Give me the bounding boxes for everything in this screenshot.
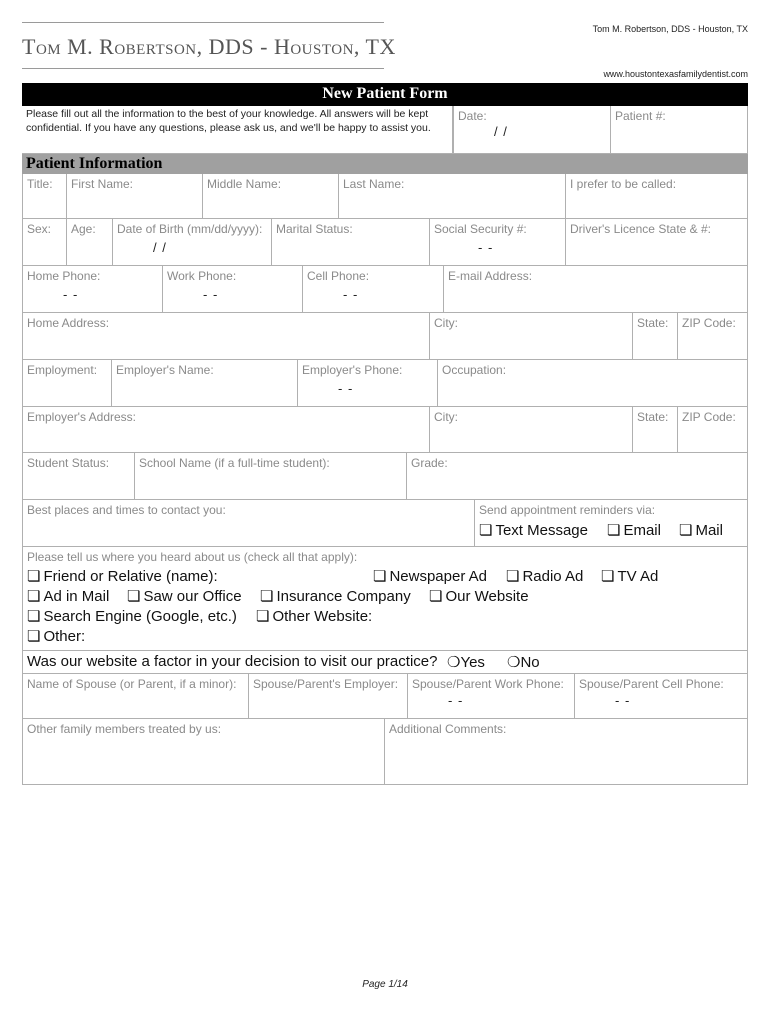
zip-label: ZIP Code: — [682, 316, 736, 330]
reminder-mail-label: Mail — [695, 522, 723, 539]
employer-phone-field[interactable] — [298, 360, 438, 407]
heard-other-option[interactable] — [27, 627, 85, 645]
student-status-field[interactable] — [22, 453, 135, 500]
employer-address-field[interactable] — [22, 407, 430, 453]
occupation-field[interactable] — [438, 360, 748, 407]
heard-website-option[interactable] — [429, 587, 529, 605]
ssn-mask: - - — [478, 240, 494, 255]
middle-name-label: Middle Name: — [207, 177, 282, 191]
preferred-name-label: I prefer to be called: — [570, 177, 677, 191]
dob-field[interactable] — [113, 219, 272, 266]
spouse-cell-phone-field[interactable] — [575, 674, 748, 719]
license-label: Driver's Licence State & #: — [570, 222, 712, 236]
title-field[interactable] — [22, 174, 67, 219]
reminders-field — [475, 500, 748, 547]
heard-website-label: Our Website — [445, 588, 529, 605]
checkbox-icon[interactable]: ❏ — [27, 628, 41, 645]
ssn-label: Social Security #: — [434, 222, 527, 236]
header-rule-bottom — [22, 68, 384, 69]
heard-tv-option[interactable] — [601, 567, 658, 585]
ssn-field[interactable] — [430, 219, 566, 266]
section-bar — [22, 154, 748, 174]
first-name-field[interactable] — [67, 174, 203, 219]
city-label: City: — [434, 316, 458, 330]
website-yes-label: Yes — [460, 654, 485, 671]
spouse-work-phone-field[interactable] — [408, 674, 575, 719]
website-question: Was our website a factor in your decision to visit our practice? — [27, 653, 438, 670]
heard-other-website-option[interactable] — [256, 607, 372, 625]
checkbox-icon[interactable]: ❏ — [260, 588, 274, 605]
state-field[interactable] — [633, 313, 678, 360]
heard-office-label: Saw our Office — [143, 588, 242, 605]
spouse-cell-phone-label: Spouse/Parent Cell Phone: — [579, 677, 724, 691]
heard-mail-option[interactable] — [27, 587, 109, 605]
spouse-name-field[interactable] — [22, 674, 249, 719]
section-title: Patient Information — [26, 155, 163, 172]
patient-number-label: Patient #: — [615, 109, 666, 123]
practice-name: Tom M. Robertson, DDS - Houston, TX — [22, 34, 396, 59]
heard-other-label: Other: — [43, 628, 86, 645]
work-phone-mask: - - — [203, 287, 219, 302]
marital-status-label: Marital Status: — [276, 222, 353, 236]
employer-zip-field[interactable] — [678, 407, 748, 453]
family-members-field[interactable] — [22, 719, 385, 785]
reminder-email-label: Email — [623, 522, 661, 539]
employer-zip-label: ZIP Code: — [682, 410, 736, 424]
spouse-work-phone-label: Spouse/Parent Work Phone: — [412, 677, 564, 691]
email-field[interactable] — [444, 266, 748, 313]
dob-mask: / / — [153, 240, 167, 255]
checkbox-icon[interactable]: ❏ — [479, 522, 493, 539]
occupation-label: Occupation: — [442, 363, 507, 377]
sex-field[interactable] — [22, 219, 67, 266]
cell-phone-mask: - - — [343, 287, 359, 302]
checkbox-icon[interactable]: ❏ — [27, 608, 41, 625]
spouse-employer-label: Spouse/Parent's Employer: — [253, 677, 399, 691]
employer-name-label: Employer's Name: — [116, 363, 214, 377]
checkbox-icon[interactable]: ❏ — [506, 568, 520, 585]
header-rule-top — [22, 22, 384, 23]
website-question-row — [22, 651, 748, 674]
spouse-employer-field[interactable] — [249, 674, 408, 719]
heard-mail-label: Ad in Mail — [43, 588, 110, 605]
work-phone-label: Work Phone: — [167, 269, 237, 283]
home-address-label: Home Address: — [27, 316, 110, 330]
email-label: E-mail Address: — [448, 269, 533, 283]
heard-radio-option[interactable] — [506, 567, 583, 585]
comments-label: Additional Comments: — [389, 722, 507, 736]
form-title-bar — [22, 83, 748, 106]
heard-tv-label: TV Ad — [617, 568, 659, 585]
spouse-name-label: Name of Spouse (or Parent, if a minor): — [27, 677, 237, 691]
reminders-label: Send appointment reminders via: — [479, 503, 656, 517]
last-name-label: Last Name: — [343, 177, 405, 191]
website-no-label: No — [520, 654, 540, 671]
state-label: State: — [637, 316, 669, 330]
marital-status-field[interactable] — [272, 219, 430, 266]
first-name-label: First Name: — [71, 177, 134, 191]
employer-phone-mask: - - — [338, 381, 354, 396]
reminder-text-option[interactable] — [479, 521, 588, 539]
heard-friend-label: Friend or Relative (name): — [43, 568, 218, 585]
heard-radio-label: Radio Ad — [522, 568, 584, 585]
home-phone-mask: - - — [63, 287, 79, 302]
employment-field[interactable] — [22, 360, 112, 407]
employer-phone-label: Employer's Phone: — [302, 363, 403, 377]
checkbox-icon[interactable]: ❏ — [429, 588, 443, 605]
home-phone-field[interactable] — [22, 266, 163, 313]
checkbox-icon[interactable]: ❏ — [127, 588, 141, 605]
home-phone-label: Home Phone: — [27, 269, 101, 283]
date-mask: / / — [494, 124, 508, 139]
family-members-label: Other family members treated by us: — [27, 722, 222, 736]
age-label: Age: — [71, 222, 96, 236]
school-name-label: School Name (if a full-time student): — [139, 456, 330, 470]
heard-search-option[interactable] — [27, 607, 237, 625]
page-number: Page 1/14 — [362, 979, 408, 990]
new-patient-form — [22, 83, 748, 785]
heard-newspaper-option[interactable] — [373, 567, 487, 585]
checkbox-icon[interactable]: ❏ — [256, 608, 270, 625]
heard-other-website-label: Other Website: — [272, 608, 373, 625]
best-contact-field[interactable] — [22, 500, 475, 547]
form-title: New Patient Form — [322, 85, 448, 102]
header-practice-short: Tom M. Robertson, DDS - Houston, TX — [592, 24, 748, 34]
dob-label: Date of Birth (mm/dd/yyyy): — [117, 222, 263, 236]
employer-address-label: Employer's Address: — [27, 410, 137, 424]
radio-icon[interactable]: ❍ — [507, 654, 521, 671]
spouse-work-phone-mask: - - — [448, 693, 464, 708]
spouse-cell-phone-mask: - - — [615, 693, 631, 708]
home-address-field[interactable] — [22, 313, 430, 360]
checkbox-icon[interactable]: ❏ — [607, 522, 621, 539]
checkbox-icon[interactable]: ❏ — [679, 522, 693, 539]
reminder-mail-option[interactable] — [679, 521, 723, 539]
cell-phone-label: Cell Phone: — [307, 269, 370, 283]
employer-city-label: City: — [434, 410, 458, 424]
employer-state-label: State: — [637, 410, 669, 424]
radio-icon[interactable]: ❍ — [447, 654, 461, 671]
checkbox-icon[interactable]: ❏ — [27, 588, 41, 605]
school-name-field[interactable] — [135, 453, 407, 500]
employer-city-field[interactable] — [430, 407, 633, 453]
zip-field[interactable] — [678, 313, 748, 360]
heard-friend-option[interactable] — [27, 567, 218, 585]
title-label: Title: — [27, 177, 53, 191]
heard-about-label: Please tell us where you heard about us (check all that apply): — [27, 550, 358, 564]
employer-state-field[interactable] — [633, 407, 678, 453]
website-no-option[interactable] — [507, 653, 540, 671]
header-website: www.houstontexasfamilydentist.com — [603, 69, 748, 79]
website-yes-option[interactable] — [447, 653, 485, 671]
reminder-email-option[interactable] — [607, 521, 661, 539]
employer-name-field[interactable] — [112, 360, 298, 407]
date-field[interactable] — [453, 106, 611, 154]
checkbox-icon[interactable]: ❏ — [27, 568, 41, 585]
heard-office-option[interactable] — [127, 587, 242, 605]
checkbox-icon[interactable]: ❏ — [601, 568, 615, 585]
grade-label: Grade: — [411, 456, 448, 470]
intro-block — [22, 106, 453, 154]
heard-insurance-option[interactable] — [260, 587, 411, 605]
age-field[interactable] — [67, 219, 113, 266]
employment-label: Employment: — [27, 363, 98, 377]
grade-field[interactable] — [407, 453, 748, 500]
work-phone-field[interactable] — [163, 266, 303, 313]
patient-number-field[interactable] — [611, 106, 748, 154]
heard-newspaper-label: Newspaper Ad — [389, 568, 488, 585]
heard-insurance-label: Insurance Company — [276, 588, 411, 605]
city-field[interactable] — [430, 313, 633, 360]
heard-about-block — [22, 547, 748, 651]
preferred-name-field[interactable] — [566, 174, 748, 219]
best-contact-label: Best places and times to contact you: — [27, 503, 226, 517]
intro-text: Please fill out all the information to the best of your knowledge. All answers will be kept confidential. If you have any questions, please ask us, and we'll be happy to assist you. — [26, 108, 431, 134]
student-status-label: Student Status: — [27, 456, 110, 470]
last-name-field[interactable] — [339, 174, 566, 219]
sex-label: Sex: — [27, 222, 52, 236]
cell-phone-field[interactable] — [303, 266, 444, 313]
comments-field[interactable] — [385, 719, 748, 785]
reminder-text-label: Text Message — [495, 522, 588, 539]
heard-search-label: Search Engine (Google, etc.) — [43, 608, 237, 625]
middle-name-field[interactable] — [203, 174, 339, 219]
license-field[interactable] — [566, 219, 748, 266]
date-label: Date: — [458, 109, 487, 123]
checkbox-icon[interactable]: ❏ — [373, 568, 387, 585]
